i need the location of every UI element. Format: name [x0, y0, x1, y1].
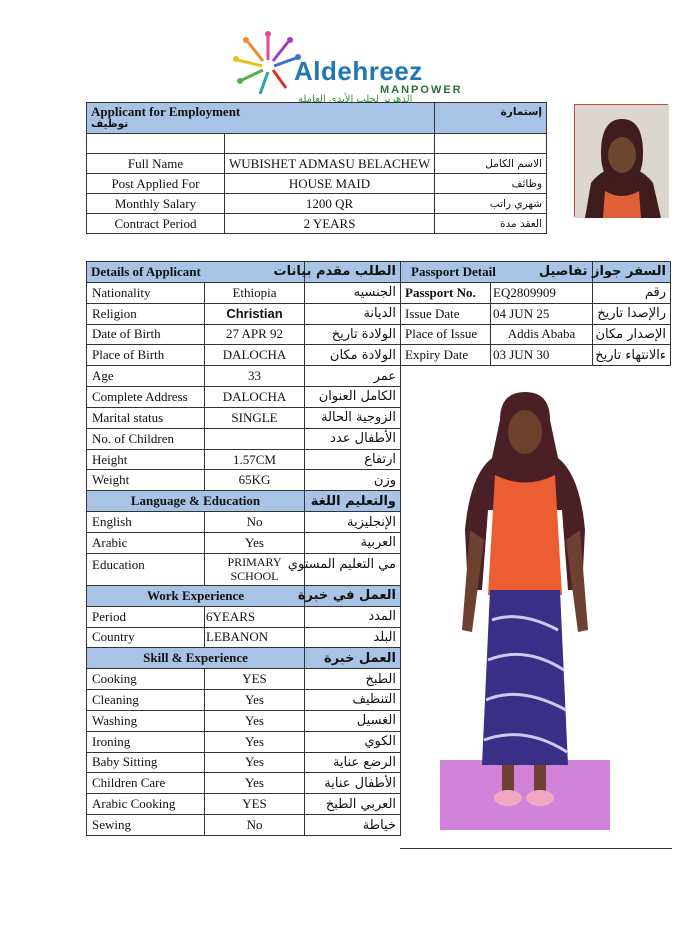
applicant-header-row — [87, 103, 547, 134]
skill-label: Arabic Cooking — [87, 794, 205, 815]
language-label-ar: العربية — [305, 532, 401, 553]
work-row — [87, 606, 401, 627]
detail-row — [87, 428, 401, 449]
detail-label: Age — [87, 366, 205, 387]
job-label: Full Name — [87, 154, 225, 174]
detail-value: Ethiopia — [205, 282, 305, 303]
skill-label-ar: خياطة — [305, 815, 401, 836]
job-value: WUBISHET ADMASU BELACHEW — [225, 154, 435, 174]
skill-label: Cooking — [87, 669, 205, 690]
detail-row — [87, 387, 401, 408]
passport-title: Passport Detail — [401, 262, 593, 283]
passport-row — [401, 324, 671, 345]
detail-value: 33 — [205, 366, 305, 387]
detail-label-ar: وزن — [305, 470, 401, 491]
language-value: Yes — [205, 532, 305, 553]
applicant-header-cell — [87, 103, 435, 134]
skill-label: Washing — [87, 710, 205, 731]
skill-label: Baby Sitting — [87, 752, 205, 773]
passport-value: 03 JUN 30 — [491, 345, 593, 366]
skill-value: YES — [205, 669, 305, 690]
job-row — [87, 174, 547, 194]
skill-value: YES — [205, 794, 305, 815]
passport-row — [401, 345, 671, 366]
passport-label: Issue Date — [401, 303, 491, 324]
detail-value: Christian — [205, 303, 305, 324]
detail-label-ar: الزوجية الحالة — [305, 407, 401, 428]
detail-value: DALOCHA — [205, 345, 305, 366]
language-label-ar: الإنجليزية — [305, 512, 401, 533]
logo-arabic: الدهريز لجلب الأيدي العاملة — [298, 94, 413, 105]
applicant-title-ar: إستمارة — [435, 103, 547, 134]
bottom-divider — [400, 848, 672, 849]
job-label: Post Applied For — [87, 174, 225, 194]
detail-label: Height — [87, 449, 205, 470]
detail-value: 65KG — [205, 470, 305, 491]
job-row — [87, 154, 547, 174]
passport-table — [400, 261, 671, 366]
details-header-row — [87, 262, 401, 283]
detail-row — [87, 324, 401, 345]
language-label: English — [87, 512, 205, 533]
job-value: 2 YEARS — [225, 214, 435, 234]
skills-title: Skill & Experience — [87, 648, 305, 669]
detail-label: Complete Address — [87, 387, 205, 408]
detail-label: Weight — [87, 470, 205, 491]
blank-cell — [87, 134, 225, 154]
detail-row — [87, 407, 401, 428]
detail-label: Place of Birth — [87, 345, 205, 366]
work-title-ar: العمل في خبرة — [305, 585, 401, 606]
work-title: Work Experience — [87, 585, 305, 606]
detail-row — [87, 449, 401, 470]
applicant-portrait-photo — [574, 104, 668, 217]
job-label: Contract Period — [87, 214, 225, 234]
skill-label-ar: الطبخ — [305, 669, 401, 690]
work-row — [87, 627, 401, 648]
detail-row — [87, 366, 401, 387]
passport-value: Addis Ababa — [491, 324, 593, 345]
detail-label: No. of Children — [87, 428, 205, 449]
skill-row — [87, 773, 401, 794]
skill-label: Children Care — [87, 773, 205, 794]
blank-cell — [225, 134, 435, 154]
language-value: PRIMARY SCHOOL — [205, 553, 305, 585]
logo-name: Aldehreez — [294, 56, 423, 86]
job-row — [87, 214, 547, 234]
skill-value: No — [205, 815, 305, 836]
detail-value: 27 APR 92 — [205, 324, 305, 345]
skill-label-ar: العربي الطبخ — [305, 794, 401, 815]
detail-label: Date of Birth — [87, 324, 205, 345]
detail-label-ar: الكامل العنوان — [305, 387, 401, 408]
blank-cell — [435, 134, 547, 154]
detail-label-ar: الأطفال عدد — [305, 428, 401, 449]
detail-label: Nationality — [87, 282, 205, 303]
skill-value: Yes — [205, 752, 305, 773]
passport-label-ar: رالإصدا تاريخ — [593, 303, 671, 324]
blank-row — [87, 134, 547, 154]
skill-row — [87, 710, 401, 731]
work-header-row — [87, 585, 401, 606]
passport-label-ar: رقم — [593, 282, 671, 303]
detail-row — [87, 470, 401, 491]
detail-label: Marital status — [87, 407, 205, 428]
detail-label-ar: الولادة تاريخ — [305, 324, 401, 345]
detail-label-ar: الديانة — [305, 303, 401, 324]
passport-label-ar: الإصدار مكان — [593, 324, 671, 345]
applicant-title: Applicant for Employment — [91, 104, 241, 119]
skill-value: Yes — [205, 710, 305, 731]
work-label-ar: البلد — [305, 627, 401, 648]
details-title-ar: الطلب مقدم بيانات — [305, 262, 401, 283]
language-label: Education — [87, 553, 205, 585]
skill-value: Yes — [205, 773, 305, 794]
skill-label-ar: الرضع عناية — [305, 752, 401, 773]
detail-row — [87, 345, 401, 366]
job-label-ar: العقد مدة — [435, 214, 547, 234]
language-header-row — [87, 491, 401, 512]
job-value: 1200 QR — [225, 194, 435, 214]
job-label-ar: الاسم الكامل — [435, 154, 547, 174]
work-value: 6YEARS — [205, 606, 305, 627]
work-label: Country — [87, 627, 205, 648]
skill-row — [87, 752, 401, 773]
skill-label: Sewing — [87, 815, 205, 836]
skills-title-ar: العمل خبرة — [305, 648, 401, 669]
detail-label-ar: ارتفاع — [305, 449, 401, 470]
applicant-title-ar2: توظيف — [91, 118, 129, 130]
skill-row — [87, 690, 401, 711]
language-label-ar: مي التعليم المستوي — [305, 553, 401, 585]
applicant-table — [86, 102, 547, 234]
job-value: HOUSE MAID — [225, 174, 435, 194]
skill-label-ar: التنظيف — [305, 690, 401, 711]
skill-row — [87, 669, 401, 690]
skill-label-ar: الغسيل — [305, 710, 401, 731]
detail-row — [87, 303, 401, 324]
passport-value: EQ2809909 — [491, 282, 593, 303]
portrait-photo-icon — [575, 105, 669, 218]
language-label: Arabic — [87, 532, 205, 553]
detail-label-ar: الولادة مكان — [305, 345, 401, 366]
job-row — [87, 194, 547, 214]
skill-value: Yes — [205, 690, 305, 711]
language-row — [87, 512, 401, 533]
skill-value: Yes — [205, 731, 305, 752]
passport-value: 04 JUN 25 — [491, 303, 593, 324]
detail-row — [87, 282, 401, 303]
passport-row — [401, 303, 671, 324]
detail-label-ar: عمر — [305, 366, 401, 387]
skill-row — [87, 815, 401, 836]
passport-label: Place of Issue — [401, 324, 491, 345]
language-title: Language & Education — [87, 491, 305, 512]
full-photo-icon — [440, 380, 610, 830]
passport-title-ar: السفر جواز تفاصيل — [593, 262, 671, 283]
passport-row — [401, 282, 671, 303]
detail-value: SINGLE — [205, 407, 305, 428]
skill-row — [87, 794, 401, 815]
job-label-ar: وظائف — [435, 174, 547, 194]
passport-header-row — [401, 262, 671, 283]
language-value: No — [205, 512, 305, 533]
passport-label: Expiry Date — [401, 345, 491, 366]
skill-row — [87, 731, 401, 752]
work-value: LEBANON — [205, 627, 305, 648]
detail-value: DALOCHA — [205, 387, 305, 408]
details-table — [86, 261, 401, 836]
passport-label: Passport No. — [401, 282, 491, 303]
job-label: Monthly Salary — [87, 194, 225, 214]
detail-label-ar: الجنسيه — [305, 282, 401, 303]
language-title-ar: والتعليم اللغة — [305, 491, 401, 512]
details-title: Details of Applicant — [87, 262, 305, 283]
skill-label: Ironing — [87, 731, 205, 752]
logo-subtitle: MANPOWER — [380, 84, 463, 96]
detail-value: 1.57CM — [205, 449, 305, 470]
language-row — [87, 532, 401, 553]
company-logo — [230, 28, 470, 104]
skill-label-ar: الأطفال عناية — [305, 773, 401, 794]
passport-label-ar: ءالانتهاء تاريخ — [593, 345, 671, 366]
skill-label: Cleaning — [87, 690, 205, 711]
work-label: Period — [87, 606, 205, 627]
job-label-ar: شهري راتب — [435, 194, 547, 214]
detail-value — [205, 428, 305, 449]
work-label-ar: المدد — [305, 606, 401, 627]
applicant-full-photo — [440, 380, 610, 830]
skills-header-row — [87, 648, 401, 669]
language-row — [87, 553, 401, 585]
skill-label-ar: الكوي — [305, 731, 401, 752]
detail-label: Religion — [87, 303, 205, 324]
